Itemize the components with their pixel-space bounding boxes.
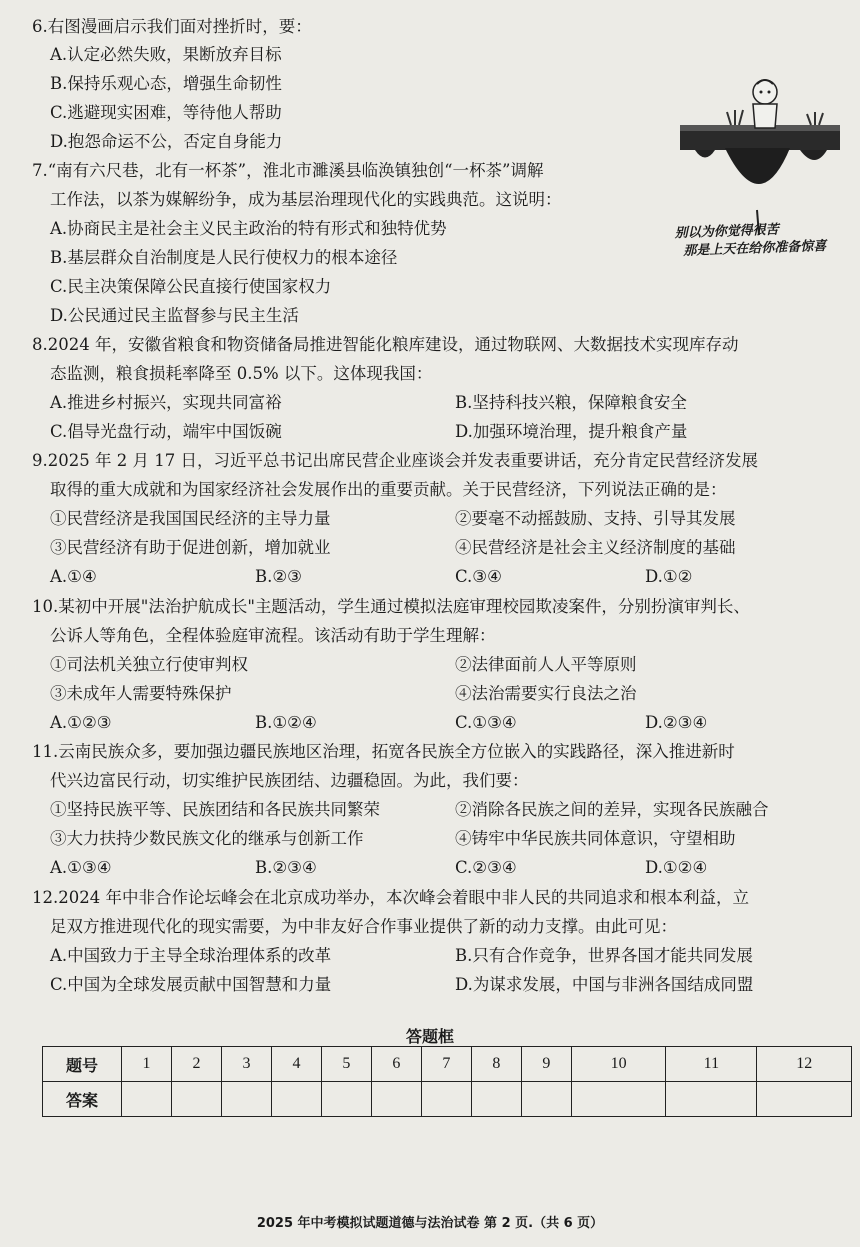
q12-stem-line-2: 足双方推进现代化的现实需要，为中非友好合作事业提供了新的动力支撑。由此可见：	[50, 917, 677, 936]
question-number-cell: 1	[122, 1047, 172, 1082]
q9-statement-4: ④民营经济是社会主义经济制度的基础	[455, 538, 736, 557]
q10-statement-1: ①司法机关独立行使审判权	[50, 655, 248, 674]
q6-option-b: B.保持乐观心态，增强生命韧性	[50, 74, 282, 93]
q9-statement-2: ②要毫不动摇鼓励、支持、引导其发展	[455, 509, 736, 528]
q7-option-a: A.协商民主是社会主义民主政治的特有形式和独特优势	[50, 219, 447, 238]
q11-option-b: B.②③④	[255, 858, 317, 877]
cartoon-caption-line-2: 那是上天在给你准备惊喜	[683, 238, 827, 259]
answer-label: 答案	[43, 1082, 122, 1117]
q7-stem-line-2: 工作法，以茶为媒解纷争，成为基层治理现代化的实践典范。这说明：	[50, 190, 562, 209]
answer-cell[interactable]	[471, 1082, 521, 1117]
question-number-cell: 2	[171, 1047, 221, 1082]
answer-cell[interactable]	[271, 1082, 321, 1117]
question-number-cell: 12	[757, 1047, 852, 1082]
question-number-cell: 11	[666, 1047, 757, 1082]
answer-cell[interactable]	[371, 1082, 421, 1117]
q6-stem: 6.右图漫画启示我们面对挫折时，要：	[32, 17, 312, 36]
q9-option-d: D.①②	[645, 567, 693, 586]
q10-option-c: C.①③④	[455, 713, 517, 732]
q12-option-d: D.为谋求发展，中国与非洲各国结成同盟	[455, 975, 754, 994]
answer-table	[42, 1046, 852, 1117]
q10-stem-line-1: 10.某初中开展"法治护航成长"主题活动，学生通过模拟法庭审理校园欺凌案件，分别扮演审判长、	[32, 597, 750, 616]
q11-option-d: D.①②④	[645, 858, 708, 877]
answer-cell[interactable]	[221, 1082, 271, 1117]
q9-statement-3: ③民营经济有助于促进创新，增加就业	[50, 538, 331, 557]
answer-cell[interactable]	[571, 1082, 665, 1117]
q12-option-c: C.中国为全球发展贡献中国智慧和力量	[50, 975, 332, 994]
q8-stem-line-1: 8.2024 年，安徽省粮食和物资储备局推进智能化粮库建设，通过物联网、大数据技术实现库存动	[32, 335, 739, 354]
answer-cell[interactable]	[171, 1082, 221, 1117]
question-number-row	[43, 1047, 852, 1082]
q12-option-b: B.只有合作竞争，世界各国才能共同发展	[455, 946, 753, 965]
q10-option-a: A.①②③	[50, 713, 112, 732]
question-number-cell: 3	[221, 1047, 271, 1082]
q10-statement-4: ④法治需要实行良法之治	[455, 684, 637, 703]
answer-cell[interactable]	[757, 1082, 852, 1117]
q7-option-d: D.公民通过民主监督参与民主生活	[50, 306, 299, 325]
q11-statement-1: ①坚持民族平等、民族团结和各民族共同繁荣	[50, 800, 380, 819]
q8-option-b: B.坚持科技兴粮，保障粮食安全	[455, 393, 687, 412]
q10-statement-2: ②法律面前人人平等原则	[455, 655, 637, 674]
q9-option-b: B.②③	[255, 567, 302, 586]
q11-stem-line-2: 代兴边富民行动，切实维护民族团结、边疆稳固。为此，我们要：	[50, 771, 529, 790]
q9-stem-line-1: 9.2025 年 2 月 17 日，习近平总书记出席民营企业座谈会并发表重要讲话，充分肯定民营经济发展	[32, 451, 758, 470]
question-number-cell: 10	[571, 1047, 665, 1082]
q10-option-d: D.②③④	[645, 713, 708, 732]
q9-stem-line-2: 取得的重大成就和为国家经济社会发展作出的重要贡献。关于民营经济，下列说法正确的是：	[50, 480, 727, 499]
answer-box-title: 答题框	[405, 1027, 454, 1046]
answer-cell[interactable]	[122, 1082, 172, 1117]
q12-stem-line-1: 12.2024 年中非合作论坛峰会在北京成功举办，本次峰会着眼中非人民的共同追求和根本利益，立	[32, 888, 749, 907]
q7-stem-line-1: 7.“南有六尺巷，北有一杯茶”，淮北市濉溪县临涣镇独创“一杯茶”调解	[32, 161, 544, 180]
q6-option-c: C.逃避现实困难，等待他人帮助	[50, 103, 282, 122]
answer-cell[interactable]	[666, 1082, 757, 1117]
cartoon-caption	[674, 219, 855, 261]
q6-option-d: D.抱怨命运不公，否定自身能力	[50, 132, 283, 151]
q11-statement-3: ③大力扶持少数民族文化的继承与创新工作	[50, 829, 364, 848]
q10-stem-line-2: 公诉人等角色，全程体验庭审流程。该活动有助于学生理解：	[50, 626, 496, 645]
q9-option-c: C.③④	[455, 567, 502, 586]
q11-statement-2: ②消除各民族之间的差异，实现各民族融合	[455, 800, 769, 819]
q8-option-c: C.倡导光盘行动，端牢中国饭碗	[50, 422, 282, 441]
q6-option-a: A.认定必然失败，果断放弃目标	[50, 45, 282, 64]
q9-statement-1: ①民营经济是我国国民经济的主导力量	[50, 509, 331, 528]
answer-row	[43, 1082, 852, 1117]
q8-option-d: D.加强环境治理，提升粮食产量	[455, 422, 688, 441]
question-number-cell: 4	[271, 1047, 321, 1082]
q8-stem-line-2: 态监测，粮食损耗率降至 0.5% 以下。这体现我国：	[50, 364, 433, 383]
q11-stem-line-1: 11.云南民族众多，要加强边疆民族地区治理，拓宽各民族全方位嵌入的实践路径，深入推进新时	[32, 742, 735, 761]
question-number-cell: 7	[421, 1047, 471, 1082]
q11-statement-4: ④铸牢中华民族共同体意识，守望相助	[455, 829, 736, 848]
answer-cell[interactable]	[421, 1082, 471, 1117]
q10-option-b: B.①②④	[255, 713, 317, 732]
q7-option-c: C.民主决策保障公民直接行使国家权力	[50, 277, 332, 296]
q7-option-b: B.基层群众自治制度是人民行使权力的根本途径	[50, 248, 398, 267]
q11-option-c: C.②③④	[455, 858, 517, 877]
question-number-label: 题号	[43, 1047, 122, 1082]
question-number-cell: 9	[521, 1047, 571, 1082]
question-number-cell: 6	[371, 1047, 421, 1082]
q10-statement-3: ③未成年人需要特殊保护	[50, 684, 232, 703]
question-number-cell: 8	[471, 1047, 521, 1082]
q11-option-a: A.①③④	[50, 858, 112, 877]
q9-option-a: A.①④	[50, 567, 97, 586]
answer-cell[interactable]	[321, 1082, 371, 1117]
answer-cell[interactable]	[521, 1082, 571, 1117]
q12-option-a: A.中国致力于主导全球治理体系的改革	[50, 946, 332, 965]
cartoon-caption-line-1: 别以为你觉得很苦	[674, 222, 779, 242]
page-footer: 2025 年中考模拟试题道德与法治试卷 第 2 页.（共 6 页）	[256, 1216, 604, 1231]
question-number-cell: 5	[321, 1047, 371, 1082]
q8-option-a: A.推进乡村振兴，实现共同富裕	[50, 393, 282, 412]
